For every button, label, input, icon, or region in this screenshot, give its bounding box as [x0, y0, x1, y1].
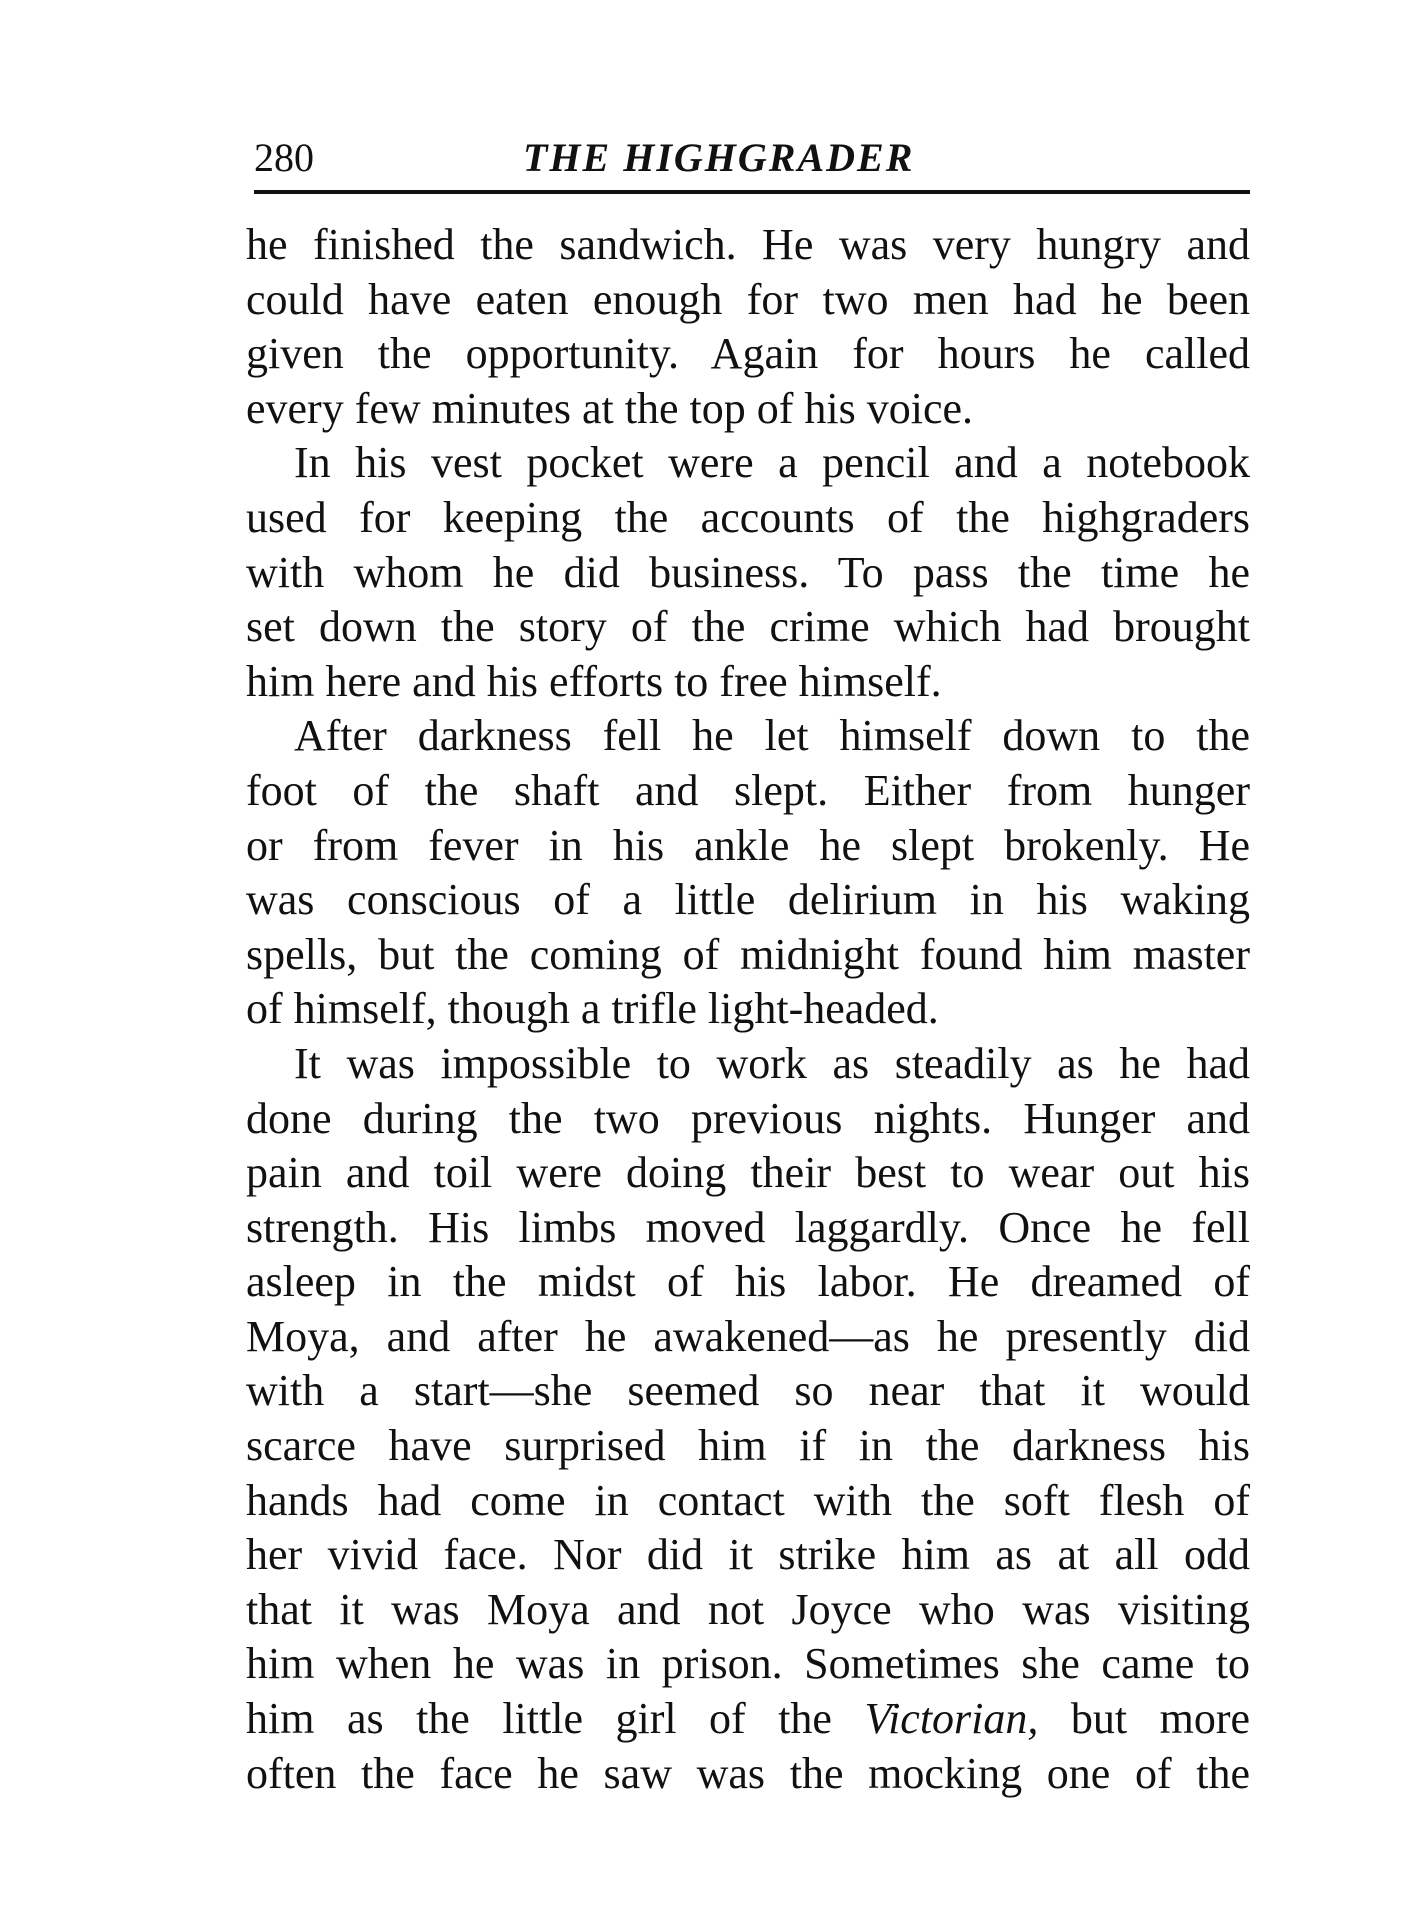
- text-line: scarce have surprised him if in the darkness his: [246, 1421, 1250, 1471]
- text-line: every few minutes at the top of his voice.: [246, 383, 974, 433]
- text-line: strength. His limbs moved laggardly. Once he fell: [246, 1202, 1250, 1252]
- text-line: pain and toil were doing their best to wear out his: [246, 1148, 1250, 1198]
- page-header: [254, 128, 1250, 184]
- running-head: THE HIGHGRADER: [523, 135, 915, 180]
- text-line: often the face he saw was the mocking one of the: [246, 1748, 1250, 1798]
- text-line: Moya, and after he awakened—as he presently did: [246, 1311, 1250, 1361]
- text-line: It was impossible to work as steadily as he had: [294, 1038, 1250, 1088]
- text-line: given the opportunity. Again for hours he called: [246, 329, 1250, 379]
- text-line: with a start—she seemed so near that it would: [246, 1366, 1250, 1416]
- text-line: was conscious of a little delirium in his waking: [246, 875, 1250, 925]
- text-line: him here and his efforts to free himself.: [246, 656, 942, 706]
- text-line: or from fever in his ankle he slept brokenly. He: [246, 820, 1250, 870]
- text-line: set down the story of the crime which had brought: [246, 602, 1250, 652]
- text-line: done during the two previous nights. Hunger and: [246, 1093, 1250, 1143]
- text-line: her vivid face. Nor did it strike him as at all odd: [246, 1530, 1250, 1580]
- text-line: foot of the shaft and slept. Either from hunger: [246, 765, 1250, 815]
- text-line: hands had come in contact with the soft flesh of: [246, 1475, 1250, 1525]
- text-line: After darkness fell he let himself down to the: [294, 711, 1250, 761]
- text-line: asleep in the midst of his labor. He dreamed of: [246, 1257, 1250, 1307]
- text-segment: but more: [1070, 1694, 1250, 1744]
- text-line: that it was Moya and not Joyce who was visiting: [246, 1584, 1250, 1634]
- header-rule: [254, 190, 1250, 194]
- text-line: [246, 1692, 1250, 1747]
- text-line: he finished the sandwich. He was very hungry and: [246, 220, 1250, 269]
- text-line: used for keeping the accounts of the highgraders: [246, 492, 1250, 542]
- body-text: [246, 218, 1250, 1801]
- italic-title: Victorian,: [864, 1694, 1071, 1744]
- text-line: him when he was in prison. Sometimes she came to: [246, 1639, 1250, 1689]
- text-line: with whom he did business. To pass the time he: [246, 547, 1250, 597]
- text-line: spells, but the coming of midnight found him master: [246, 929, 1250, 979]
- text-line: In his vest pocket were a pencil and a notebook: [294, 438, 1250, 488]
- page-number: 280: [254, 135, 314, 180]
- text-line: of himself, though a trifle light-headed.: [246, 984, 939, 1034]
- text-segment: him as the little girl of the: [246, 1694, 832, 1744]
- text-line: could have eaten enough for two men had he been: [246, 274, 1250, 324]
